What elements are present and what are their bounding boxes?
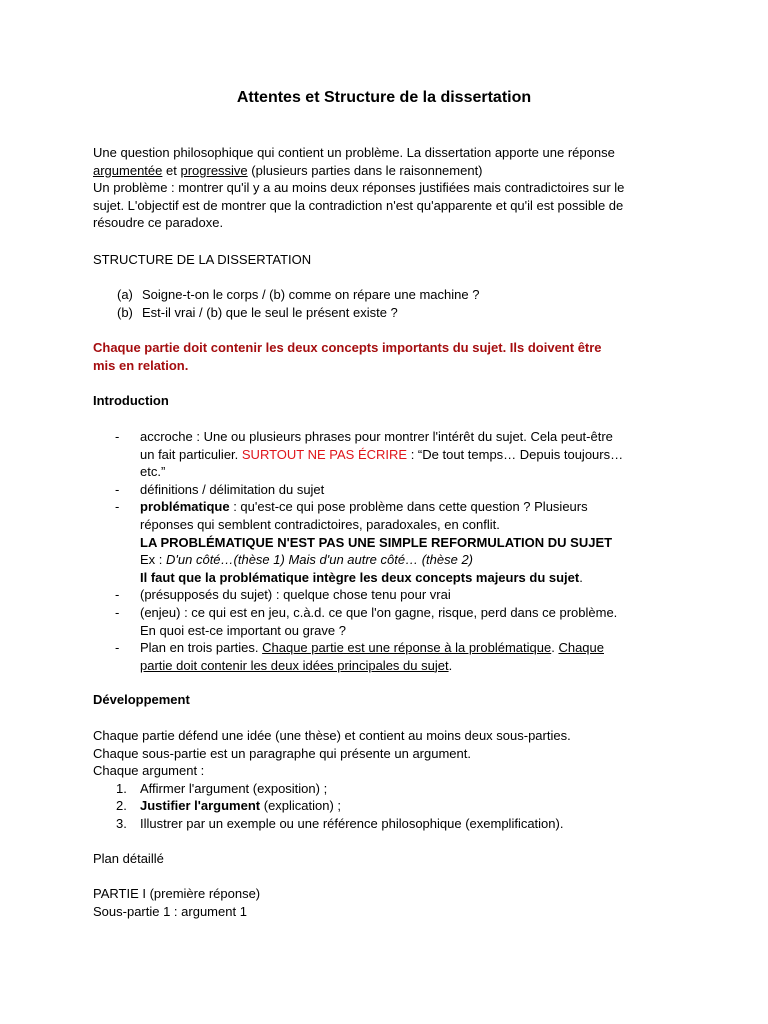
step-text: (explication) ;	[260, 798, 342, 814]
step-number: 1.	[116, 780, 127, 796]
item-line: En quoi est-ce important ou grave ?	[140, 622, 346, 638]
italic-example: D'un côté…(thèse 1) Mais d'un autre côté… (thèse 2)	[166, 552, 474, 568]
intro-line: Une question philosophique qui contient un problème. La dissertation apporte une réponse	[93, 145, 615, 160]
underlined-text: partie doit contenir les deux idées principales du sujet	[140, 657, 449, 673]
intro-paragraph	[93, 144, 693, 232]
underlined-text: Chaque	[558, 640, 604, 656]
item-line: (présupposés du sujet) : quelque chose tenu pour vrai	[140, 587, 451, 603]
item-line: etc.”	[140, 464, 166, 480]
dash-bullet: -	[115, 587, 120, 603]
item-line: définitions / délimitation du sujet	[140, 481, 325, 497]
sous-partie-line: Sous-partie 1 : argument 1	[93, 903, 247, 919]
paragraph-line: Chaque sous-partie est un paragraphe qui présente un argument.	[93, 745, 471, 761]
intro-line: Un problème : montrer qu'il y a au moins deux réponses justifiées mais contradictoires sur le	[93, 180, 625, 196]
dash-bullet: -	[115, 481, 120, 497]
example-label: (a)	[117, 287, 133, 302]
text: .	[579, 569, 583, 585]
introduction-heading: Introduction	[93, 393, 169, 408]
text: .	[448, 657, 453, 673]
example-text: Soigne-t-on le corps / (b) comme on répare une machine ?	[142, 287, 480, 302]
item-line	[140, 569, 713, 587]
example-item	[117, 286, 717, 304]
list-item-enjeu	[93, 604, 713, 639]
example-text: Est-il vrai / (b) que le seul le présent existe ?	[142, 304, 398, 320]
list-item-plan	[93, 639, 713, 674]
text: Ex :	[140, 552, 167, 568]
text: Plan en trois parties.	[140, 640, 263, 656]
introduction-list	[93, 428, 713, 674]
paragraph-line: Chaque argument :	[93, 763, 205, 779]
item-line	[140, 639, 713, 657]
text: un fait particulier.	[140, 446, 242, 462]
item-line: accroche : Une ou plusieurs phrases pour montrer l'intérêt du sujet. Cela peut-être	[140, 429, 613, 444]
list-item-definitions	[93, 481, 713, 499]
step-number: 2.	[116, 798, 127, 814]
underlined-text: Chaque partie est une réponse à la problématique	[262, 640, 552, 656]
list-item-presupposes	[93, 586, 713, 604]
bold-text: Il faut que la problématique intègre les deux concepts majeurs du sujet	[140, 569, 580, 585]
red-warning: SURTOUT NE PAS ÉCRIRE	[241, 446, 408, 462]
plan-detaille-heading: Plan détaillé	[93, 851, 164, 866]
text: : “De tout temps… Depuis toujours…	[407, 446, 624, 462]
item-line: (enjeu) : ce qui est en jeu, c.à.d. ce que l'on gagne, risque, perd dans ce problème.	[140, 604, 618, 620]
developpement-body	[93, 727, 693, 833]
step-text: Affirmer l'argument (exposition) ;	[140, 780, 328, 796]
structure-heading: STRUCTURE DE LA DISSERTATION	[93, 252, 312, 267]
item-line	[140, 446, 713, 464]
intro-line: sujet. L'objectif est de montrer que la contradiction n'est qu'apparente et qu'il est possible de	[93, 197, 624, 213]
paragraph-line: Chaque partie défend une idée (une thèse) et contient au moins deux sous-parties.	[93, 728, 571, 743]
item-line	[140, 657, 713, 675]
text: : qu'est-ce qui pose problème dans cette question ? Plusieurs	[229, 499, 588, 515]
step-item	[93, 797, 693, 815]
text: .	[551, 640, 559, 656]
dash-bullet: -	[115, 640, 120, 656]
item-line-bold: LA PROBLÉMATIQUE N'EST PAS UNE SIMPLE REFORMULATION DU SUJET	[140, 534, 613, 550]
item-line	[140, 551, 713, 569]
text: (plusieurs parties dans le raisonnement)	[247, 162, 483, 178]
underlined-word: argumentée	[93, 162, 163, 178]
text: et	[162, 162, 181, 178]
list-item-problematique	[93, 498, 713, 586]
plan-detail-lines	[93, 885, 693, 920]
document-title: Attentes et Structure de la dissertation	[236, 89, 532, 106]
example-item	[117, 304, 717, 322]
step-bold: Justifier l'argument	[140, 798, 261, 814]
list-item-accroche	[93, 428, 713, 481]
example-label: (b)	[117, 304, 133, 320]
step-text: Illustrer par un exemple ou une référence philosophique (exemplification).	[140, 815, 564, 831]
step-number: 3.	[116, 815, 127, 831]
dash-bullet: -	[115, 604, 120, 620]
item-line: réponses qui semblent contradictoires, paradoxales, en conflit.	[140, 516, 500, 532]
developpement-heading: Développement	[93, 692, 190, 707]
item-line	[140, 498, 713, 516]
step-item	[93, 780, 693, 798]
warning-line: mis en relation.	[93, 357, 189, 373]
underlined-word: progressive	[180, 162, 248, 178]
example-list	[117, 286, 717, 321]
dash-bullet: -	[115, 499, 120, 515]
intro-line	[93, 162, 693, 180]
bold-term: problématique	[140, 499, 230, 515]
warning-text	[93, 339, 693, 374]
warning-line: Chaque partie doit contenir les deux concepts importants du sujet. Ils doivent être	[93, 340, 602, 355]
dash-bullet: -	[115, 429, 120, 444]
intro-line: résoudre ce paradoxe.	[93, 215, 224, 231]
step-item	[93, 815, 693, 833]
partie-line: PARTIE I (première réponse)	[93, 886, 261, 901]
